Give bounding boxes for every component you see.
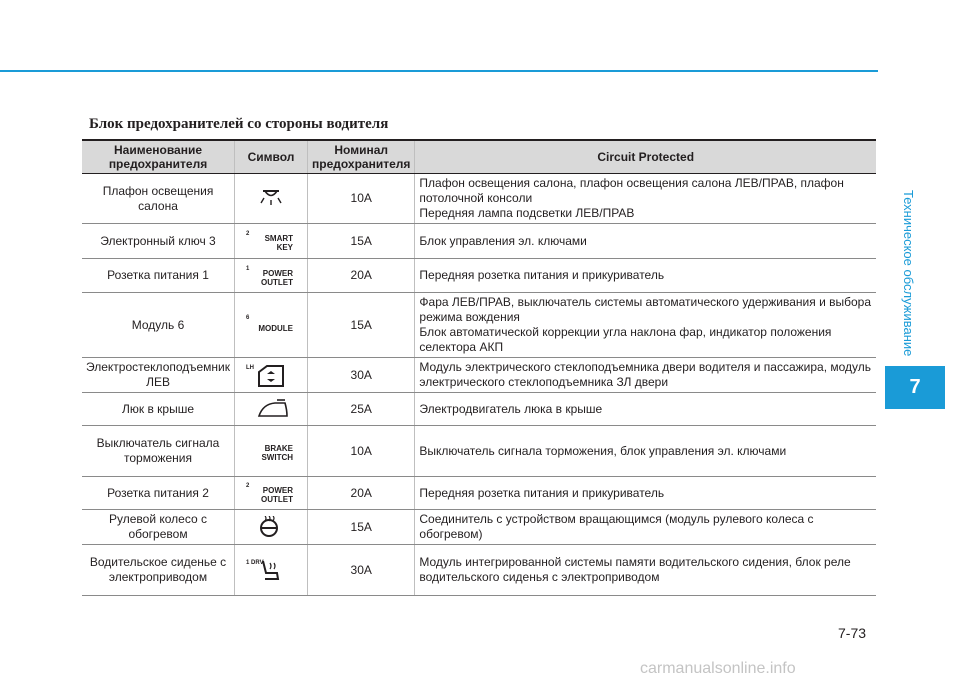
fuse-symbol	[235, 426, 308, 477]
dome-light-icon	[241, 185, 301, 213]
circuit-protected: Модуль электрического стеклоподъемника двери водителя и пассажира, модуль электрического стеклоподъемника ЗЛ двери	[415, 358, 876, 393]
power-window-icon-graphic	[255, 364, 287, 388]
header-symbol: Символ	[235, 140, 308, 174]
sunroof-icon-graphic	[255, 398, 291, 420]
sunroof-icon	[241, 395, 301, 423]
fuse-name: Электростеклоподъемник ЛЕВ	[82, 358, 235, 393]
symbol-label: SMART KEY	[264, 234, 294, 252]
circuit-protected: Передняя розетка питания и прикуриватель	[415, 477, 876, 510]
table-header-row	[82, 140, 876, 174]
fuse-rating: 10A	[308, 426, 415, 477]
dome-light-icon-graphic	[255, 188, 287, 208]
fuse-name: Выключатель сигнала торможения	[82, 426, 235, 477]
fuse-rating: 15A	[308, 293, 415, 358]
power-seat-icon-graphic	[255, 559, 283, 583]
fuse-name: Розетка питания 1	[82, 259, 235, 293]
symbol-label: POWER OUTLET	[261, 486, 294, 504]
fuse-rating: 20A	[308, 259, 415, 293]
fuse-symbol	[235, 358, 308, 393]
table-row	[82, 358, 876, 393]
watermark: carmanualsonline.info	[640, 660, 796, 677]
power-window-icon	[241, 361, 301, 389]
fuse-table	[82, 139, 876, 596]
page-number: 7-73	[838, 625, 867, 641]
power-seat-icon	[241, 556, 301, 584]
fuse-rating: 15A	[308, 224, 415, 259]
table-row	[82, 293, 876, 358]
fuse-rating: 25A	[308, 393, 415, 426]
top-divider	[0, 70, 878, 72]
circuit-protected: Передняя розетка питания и прикуриватель	[415, 259, 876, 293]
smart-key-icon	[241, 227, 301, 255]
fuse-symbol	[235, 259, 308, 293]
header-rating: Номинал предохранителя	[308, 140, 415, 174]
header-circuit: Circuit Protected	[415, 140, 876, 174]
fuse-rating: 30A	[308, 545, 415, 596]
symbol-superscript: 6	[246, 315, 250, 321]
symbol-superscript: 1 DRV	[246, 560, 264, 566]
symbol-superscript: 2	[246, 483, 250, 489]
symbol-label: MODULE	[258, 324, 294, 333]
circuit-protected: Соединитель с устройством вращающимся (модуль рулевого колеса с обогревом)	[415, 510, 876, 545]
table-row	[82, 393, 876, 426]
fuse-symbol	[235, 477, 308, 510]
fuse-symbol	[235, 510, 308, 545]
fuse-symbol	[235, 393, 308, 426]
fuse-rating: 20A	[308, 477, 415, 510]
heated-steering-icon-graphic	[255, 516, 283, 540]
fuse-name: Модуль 6	[82, 293, 235, 358]
table-row	[82, 510, 876, 545]
table-row	[82, 545, 876, 596]
fuse-symbol	[235, 174, 308, 224]
circuit-protected: Плафон освещения салона, плафон освещения салона ЛЕВ/ПРАВ, плафон потолочной консоли Передняя лампа подсветки ЛЕВ/ПРАВ	[415, 174, 876, 224]
fuse-rating: 10A	[308, 174, 415, 224]
table-body	[82, 174, 876, 596]
circuit-protected: Блок управления эл. ключами	[415, 224, 876, 259]
fuse-rating: 30A	[308, 358, 415, 393]
symbol-superscript: 2	[246, 231, 250, 237]
fuse-symbol	[235, 545, 308, 596]
circuit-protected: Выключатель сигнала торможения, блок управления эл. ключами	[415, 426, 876, 477]
table-row	[82, 224, 876, 259]
circuit-protected: Модуль интегрированной системы памяти водительского сидения, блок реле водительского сиденья с электроприводом	[415, 545, 876, 596]
symbol-superscript: 1	[246, 265, 250, 272]
symbol-label: POWER OUTLET	[261, 268, 294, 287]
table-row	[82, 259, 876, 293]
fuse-name: Люк в крыше	[82, 393, 235, 426]
symbol-label: BRAKE SWITCH	[261, 444, 294, 462]
chapter-title: Техническое обслуживание	[901, 190, 916, 357]
power-outlet-icon	[241, 262, 301, 290]
module-icon	[241, 311, 301, 339]
table-row	[82, 477, 876, 510]
chapter-number-badge: 7	[885, 366, 945, 409]
fuse-name: Электронный ключ 3	[82, 224, 235, 259]
section-title: Блок предохранителей со стороны водителя	[89, 116, 389, 132]
fuse-name: Плафон освещения салона	[82, 174, 235, 224]
power-outlet-icon	[241, 479, 301, 507]
fuse-symbol	[235, 224, 308, 259]
fuse-name: Розетка питания 2	[82, 477, 235, 510]
fuse-rating: 15A	[308, 510, 415, 545]
fuse-symbol	[235, 293, 308, 358]
header-fuse-name: Наименование предохранителя	[82, 140, 235, 174]
circuit-protected: Электродвигатель люка в крыше	[415, 393, 876, 426]
circuit-protected: Фара ЛЕВ/ПРАВ, выключатель системы автоматического удерживания и выбора режима вождения Блок автоматической коррекции угла наклона фар, индикатор положения селектора АКП	[415, 293, 876, 358]
fuse-name: Водительское сиденье с электроприводом	[82, 545, 235, 596]
table-row	[82, 426, 876, 477]
fuse-name: Рулевой колесо с обогревом	[82, 510, 235, 545]
symbol-superscript: LH	[246, 365, 255, 371]
table-row	[82, 174, 876, 224]
heated-steering-icon	[241, 513, 301, 541]
brake-switch-icon	[241, 437, 301, 465]
